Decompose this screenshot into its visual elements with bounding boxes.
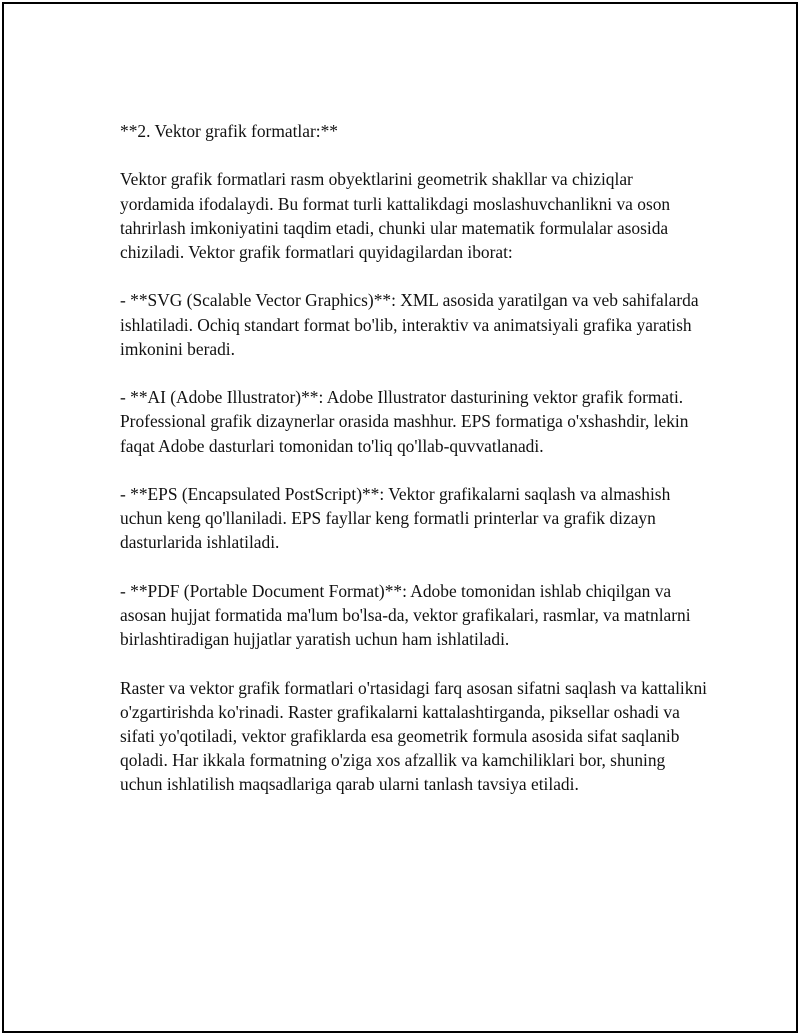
list-item-pdf: - **PDF (Portable Document Format)**: Adobe tomonidan ishlab chiqilgan va asosan hujjat formatida ma'lum bo'lsa-da, vektor grafikalari, rasmlar, va matnlarni birlashtiradigan hujjatlar yaratish uchun ham ishlatiladi. — [120, 580, 691, 650]
list-item-ai: - **AI (Adobe Illustrator)**: Adobe Illustrator dasturining vektor grafik formati. Professional grafik dizaynerlar orasida mashhur. EPS formatiga o'xshashdir, lekin faqat Adobe dasturlari tomonidan to'liq qo'llab-quvvatlanadi. — [120, 387, 689, 456]
document-body — [120, 119, 710, 821]
intro-paragraph: Vektor grafik formatlari rasm obyektlarini geometrik shakllar va chiziqlar yordamida ifodalaydi. Bu format turli kattalikdagi moslashuvchanlikni va oson tahrirlash imkoniyatini taqdim etadi, chunki ular matematik formulalar asosida chiziladi. Vektor grafik formatlari quyidagilardan iborat: — [120, 169, 671, 262]
conclusion-paragraph: Raster va vektor grafik formatlari o'rtasidagi farq asosan sifatni saqlash va kattalikni o'zgartirishda ko'rinadi. Raster grafikalarni kattalashtirganda, piksellar oshadi va sifati yo'qotiladi, vektor grafiklarda esa geometrik formula asosida sifat saqlanib qoladi. Har ikkala formatning o'ziga xos afzallik va kamchiliklari bor, shuning uchun ishlatilish maqsadlariga qarab ularni tanlash tavsiya etiladi. — [120, 677, 707, 795]
list-item-eps: - **EPS (Encapsulated PostScript)**: Vektor grafikalarni saqlash va almashish uchun keng qo'llaniladi. EPS fayllar keng formatli printerlar va grafik dizayn dasturlarida ishlatiladi. — [120, 483, 671, 553]
document-page — [2, 2, 798, 1033]
list-item-svg: - **SVG (Scalable Vector Graphics)**: XML asosida yaratilgan va veb sahifalarda ishlatiladi. Ochiq standart format bo'lib, interaktiv va animatsiyali grafika yaratish imkonini beradi. — [120, 290, 699, 359]
section-heading: **2. Vektor grafik formatlar:** — [120, 121, 338, 141]
